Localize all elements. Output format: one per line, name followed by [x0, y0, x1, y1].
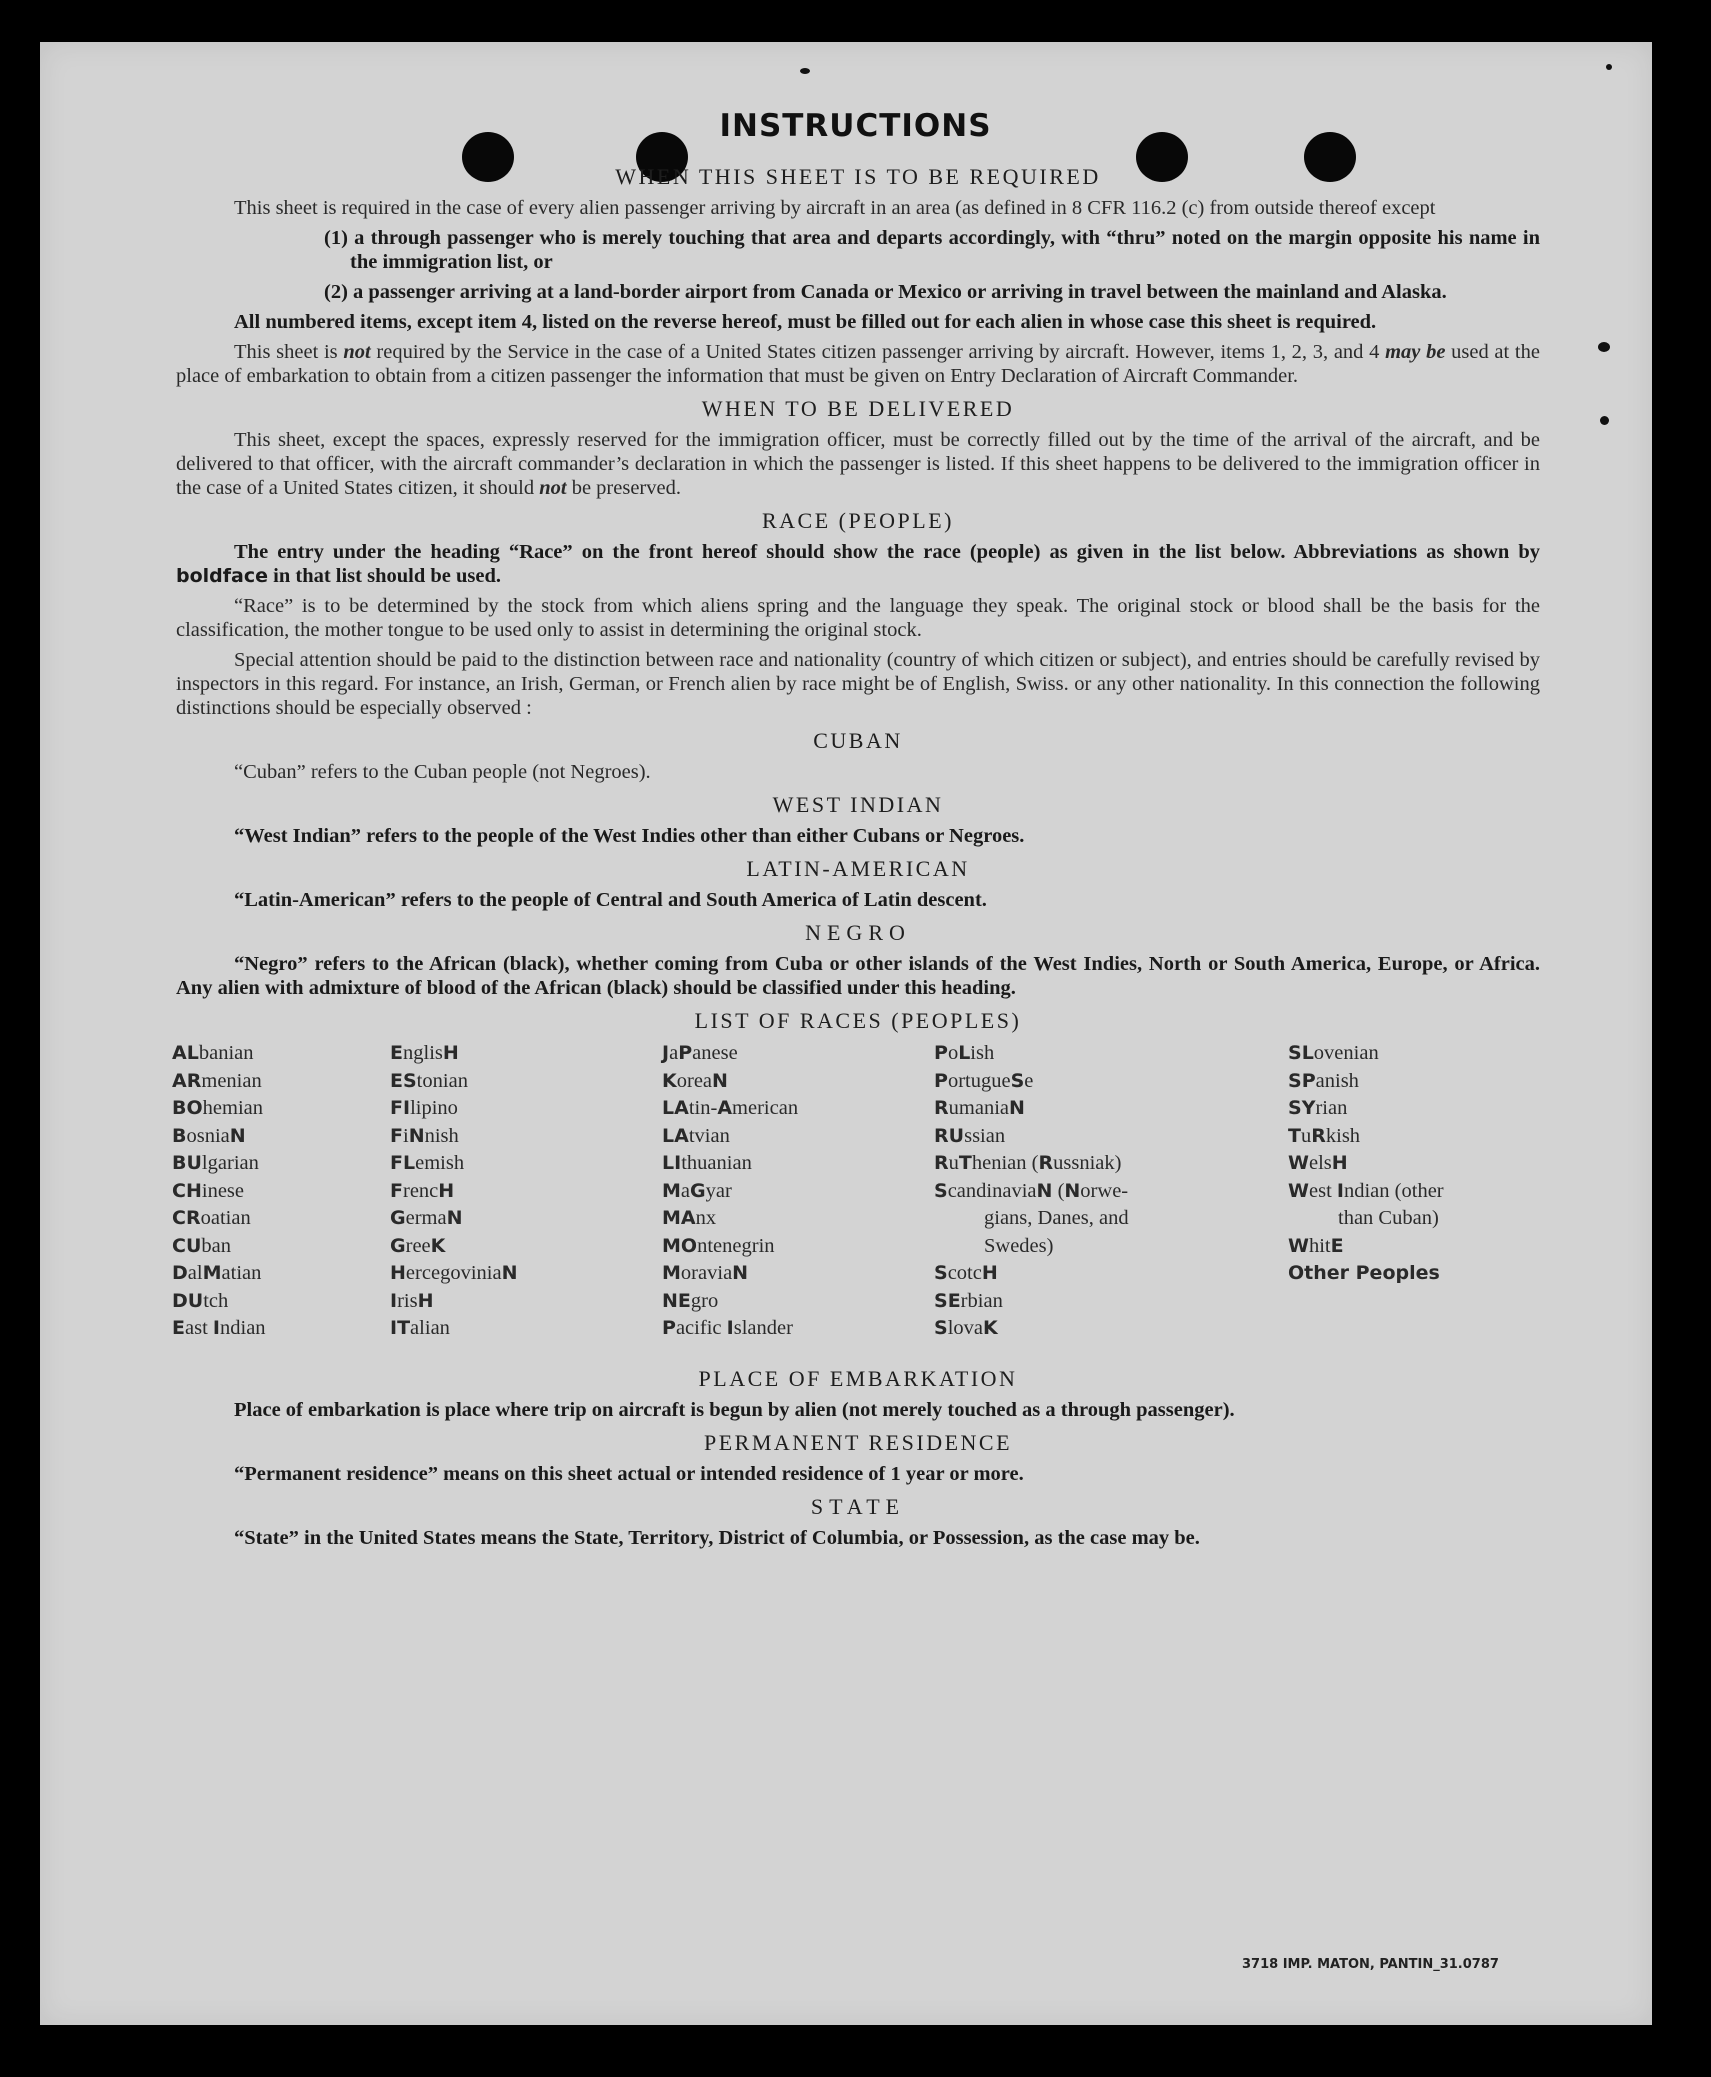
race-entry: GermaN [390, 1207, 463, 1229]
race-entry: than Cuban) [1338, 1207, 1439, 1229]
race-entry: BUlgarian [172, 1152, 259, 1174]
paragraph: “Race” is to be determined by the stock from which aliens spring and the language they speak. The original stock or blood shall be the basis for the classification, the mother tongue to be used only to assist in determining the original stock. [176, 595, 1540, 641]
races-column-3 [662, 1040, 798, 1343]
race-entry: ALbanian [172, 1042, 254, 1064]
section-heading-required: WHEN THIS SHEET IS TO BE REQUIRED [615, 164, 1101, 189]
races-column-5 [1288, 1040, 1444, 1288]
races-column-4 [934, 1040, 1129, 1343]
definition-cuban: “Cuban” refers to the Cuban people (not Negroes). [234, 761, 651, 783]
paragraph: This sheet, except the spaces, expressly reserved for the immigration officer, must be correctly filled out by the time of the arrival of the aircraft, and be delivered to that officer, with the aircraft commander’s declaration in which the passenger is listed. If this sheet happens to be delivered to the immigration officer in the case of a United States citizen, it should not be preserved. [176, 429, 1540, 499]
race-entry: PoLish [934, 1042, 995, 1064]
race-entry: RumaniaN [934, 1097, 1025, 1119]
race-entry: BOhemian [172, 1097, 264, 1119]
race-entry: ScandinaviaN (Norwe- [934, 1179, 1129, 1202]
race-entry: HercegoviniaN [390, 1262, 518, 1284]
race-entry: FLemish [390, 1152, 465, 1174]
section-heading-race: RACE (PEOPLE) [762, 508, 954, 533]
races-list [172, 1040, 1540, 1358]
race-entry: LAtin-American [662, 1097, 799, 1119]
exception-item-2: (2) a passenger arriving at a land-border airport from Canada or Mexico or arriving in travel between the mainland and Alaska. [324, 281, 1447, 303]
instructions-body [172, 156, 1540, 1556]
page-title: INSTRUCTIONS [719, 108, 992, 144]
race-entry: DUtch [172, 1289, 229, 1312]
race-entry: MaGyar [662, 1179, 732, 1202]
race-entry: WelsH [1288, 1152, 1348, 1174]
race-entry: RuThenian (Russniak) [934, 1152, 1122, 1174]
speck [1598, 342, 1610, 352]
paragraph: This sheet is required in the case of every alien passenger arriving by aircraft in an area (as defined in 8 CFR 116.2 (c) from outside thereof except [234, 197, 1436, 219]
race-entry: EnglisH [390, 1042, 459, 1064]
race-entry: FIlipino [390, 1097, 458, 1119]
race-entry: GreeK [390, 1234, 446, 1257]
speck [800, 68, 810, 74]
race-entry: KoreaN [662, 1069, 728, 1092]
race-entry: ScotcH [934, 1262, 998, 1284]
section-heading-negro: NEGRO [805, 920, 911, 945]
race-entry: SErbian [934, 1289, 1003, 1312]
section-heading-cuban: CUBAN [813, 728, 903, 753]
race-entry: West Indian (other [1288, 1179, 1444, 1202]
races-column-1 [172, 1040, 266, 1343]
race-entry: PortugueSe [934, 1069, 1034, 1092]
race-entry: SPanish [1288, 1069, 1359, 1092]
race-entry: gians, Danes, and [984, 1207, 1129, 1229]
exception-item-1: (1) a through passenger who is merely touching that area and departs accordingly, with “thru” noted on the margin opposite his name in the immigration list, or [324, 227, 1540, 273]
race-entry: FiNnish [390, 1124, 459, 1147]
race-entry: MOntenegrin [662, 1234, 775, 1257]
race-entry: RUssian [934, 1124, 1006, 1147]
section-heading-west-indian: WEST INDIAN [772, 792, 944, 817]
race-entry: BosniaN [172, 1124, 246, 1147]
section-heading-residence: PERMANENT RESIDENCE [703, 1430, 1013, 1455]
race-entry: EStonian [390, 1069, 468, 1092]
race-entry: LAtvian [662, 1124, 730, 1147]
race-entry: MAnx [662, 1207, 717, 1229]
section-heading-latin-american: LATIN-AMERICAN [746, 856, 970, 881]
paragraph: Special attention should be paid to the distinction between race and nationality (country of which citizen or subject), and entries should be carefully revised by inspectors in this regard. For instance, an Irish, German, or French alien by race might be of English, Swiss. or any other nationality. In this connection the following distinctions should be especially observed : [176, 649, 1540, 719]
race-entry: CUban [172, 1234, 231, 1257]
race-entry: FrencH [390, 1179, 455, 1202]
section-heading-embarkation: PLACE OF EMBARKATION [698, 1366, 1018, 1391]
race-entry: CHinese [172, 1179, 245, 1202]
race-entry: Pacific Islander [662, 1317, 793, 1339]
races-column-2 [390, 1040, 517, 1343]
race-entry: ITalian [390, 1317, 450, 1339]
race-entry: SYrian [1288, 1097, 1348, 1119]
definition-residence: “Permanent residence” means on this sheet actual or intended residence of 1 year or more. [234, 1463, 1024, 1485]
race-entry: MoraviaN [662, 1262, 749, 1284]
printer-mark: 3718 IMP. MATON, PANTIN_31.0787 [1242, 1957, 1499, 1972]
race-entry: SlovaK [934, 1317, 998, 1339]
race-entry: TuRkish [1288, 1124, 1361, 1147]
paragraph-citizen: This sheet is not required by the Service in the case of a United States citizen passenger arriving by aircraft. However, items 1, 2, 3, and 4 may be used at the place of embarkation to obtain from a citizen passenger the information that must be given on Entry Declaration of Aircraft Commander. [176, 341, 1540, 387]
speck [1600, 416, 1609, 425]
definition-west-indian: “West Indian” refers to the people of the West Indies other than either Cubans or Negroes. [234, 825, 1025, 847]
race-entry: CRoatian [172, 1207, 251, 1229]
paragraph: The entry under the heading “Race” on the front hereof should show the race (people) as given in the list below. Abbreviations as shown by boldface in that list should be used. [176, 541, 1540, 587]
definition-latin-american: “Latin-American” refers to the people of Central and South America of Latin descent. [234, 889, 987, 911]
race-entry: WhitE [1288, 1234, 1344, 1257]
section-heading-delivered: WHEN TO BE DELIVERED [701, 396, 1015, 421]
race-entry: Swedes) [984, 1234, 1054, 1257]
race-entry: SLovenian [1288, 1042, 1379, 1064]
section-heading-state: STATE [810, 1494, 906, 1519]
race-entry: Other Peoples [1288, 1262, 1440, 1284]
paragraph: All numbered items, except item 4, listed on the reverse hereof, must be filled out for each alien in whose case this sheet is required. [234, 311, 1377, 333]
race-entry: LIthuanian [662, 1152, 752, 1174]
race-entry: East Indian [172, 1317, 266, 1339]
definition-state: “State” in the United States means the State, Territory, District of Columbia, or Possession, as the case may be. [234, 1527, 1200, 1549]
race-entry: IrisH [390, 1289, 434, 1312]
speck [1606, 64, 1612, 70]
race-entry: NEgro [662, 1289, 719, 1312]
definition-negro: “Negro” refers to the African (black), whether coming from Cuba or other islands of the West Indies, North or South America, Europe, or Africa. Any alien with admixture of blood of the African (black) should be classified under this heading. [176, 953, 1540, 999]
definition-embarkation: Place of embarkation is place where trip on aircraft is begun by alien (not merely touched as a through passenger). [234, 1399, 1235, 1421]
section-heading-list-of-races: LIST OF RACES (PEOPLES) [694, 1008, 1022, 1033]
race-entry: DalMatian [172, 1262, 262, 1284]
race-entry: JaPanese [662, 1042, 738, 1064]
race-entry: ARmenian [172, 1069, 262, 1092]
